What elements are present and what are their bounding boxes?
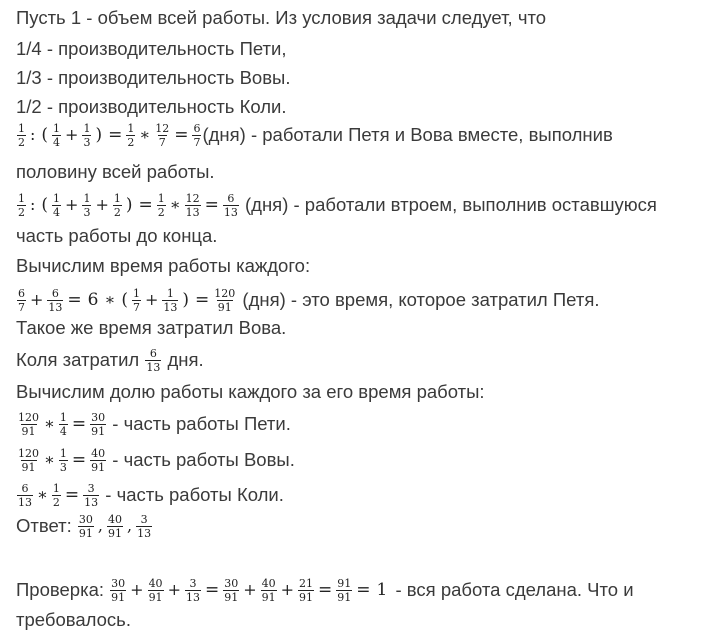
- fraction: [154, 123, 170, 148]
- fraction-numerator: 1: [166, 286, 174, 300]
- fraction-numerator: 1: [133, 286, 140, 300]
- math-operator: =: [138, 195, 153, 216]
- fraction-denominator: 4: [53, 135, 61, 149]
- text-line: [16, 512, 153, 539]
- fraction-denominator: 13: [48, 300, 63, 314]
- math-operator: ): [182, 290, 190, 311]
- math-operator: =: [64, 485, 80, 506]
- fraction: [148, 578, 164, 603]
- fraction-numerator: 12: [155, 121, 170, 135]
- math-operator: ∗: [169, 195, 181, 215]
- fraction-numerator: 6: [193, 121, 201, 135]
- math-operator: =: [71, 414, 87, 435]
- fraction: [90, 448, 106, 473]
- fraction-denominator: 91: [224, 590, 239, 604]
- fraction-numerator: 6: [227, 191, 235, 205]
- math-operator: ∗: [37, 485, 48, 505]
- fraction-denominator: 91: [21, 424, 36, 438]
- text-run: половину всей работы.: [16, 161, 215, 183]
- fraction-denominator: 91: [337, 590, 352, 604]
- fraction: [336, 578, 352, 603]
- fraction: [261, 578, 277, 603]
- fraction-numerator: 3: [87, 481, 95, 495]
- fraction-numerator: 120: [18, 410, 39, 424]
- fraction-numerator: 12: [185, 191, 200, 205]
- fraction-denominator: 91: [91, 424, 106, 438]
- fraction-denominator: 2: [157, 205, 165, 219]
- fraction: [78, 514, 94, 539]
- text-run: Пусть 1 - объем всей работы. Из условия задачи следует, что: [16, 7, 547, 29]
- fraction-denominator: 91: [299, 590, 314, 604]
- fraction-numerator: 1: [53, 121, 61, 135]
- fraction-numerator: 91: [337, 576, 352, 590]
- math-operator: +: [243, 580, 257, 600]
- math-operator: 6: [87, 290, 99, 311]
- math-operator: =: [67, 290, 82, 311]
- text-line: [16, 35, 287, 62]
- text-run: Проверка:: [16, 579, 110, 601]
- text-run: (дня) - это время, которое затратил Петя.: [237, 289, 600, 311]
- fraction: [185, 578, 201, 603]
- fraction-denominator: 13: [163, 300, 178, 314]
- fraction-numerator: 3: [140, 512, 148, 526]
- fraction-numerator: 6: [21, 481, 29, 495]
- fraction-denominator: 91: [111, 590, 126, 604]
- fraction: [17, 412, 40, 437]
- math-operator: ∗: [44, 414, 55, 434]
- fraction-denominator: 2: [18, 135, 25, 149]
- fraction-denominator: 91: [21, 460, 36, 474]
- text-run: дня.: [162, 349, 204, 371]
- fraction: [82, 193, 91, 218]
- fraction-denominator: 91: [78, 526, 93, 540]
- fraction-numerator: 1: [83, 121, 91, 135]
- fraction-numerator: 1: [59, 446, 67, 460]
- fraction: [298, 578, 314, 603]
- fraction-denominator: 4: [53, 205, 61, 219]
- fraction-denominator: 2: [113, 205, 121, 219]
- fraction: [59, 448, 68, 473]
- fraction-denominator: 13: [223, 205, 238, 219]
- fraction-denominator: 13: [185, 205, 200, 219]
- math-operator: ): [95, 125, 103, 146]
- fraction-denominator: 7: [133, 300, 140, 314]
- text-line: [16, 191, 657, 218]
- text-run: требовалось.: [16, 609, 131, 631]
- text-line: [16, 158, 215, 185]
- fraction: [110, 578, 126, 603]
- text-line: [16, 576, 634, 603]
- math-operator: =: [71, 450, 87, 471]
- fraction-numerator: 40: [108, 512, 123, 526]
- text-run: (дня) - работали втроем, выполнив оставшуюся: [239, 194, 657, 216]
- math-operator: =: [356, 580, 371, 601]
- text-line: [16, 222, 217, 249]
- fraction-denominator: 13: [84, 495, 99, 509]
- math-operator: ∗: [139, 125, 151, 145]
- fraction: [82, 123, 91, 148]
- fraction: [126, 123, 135, 148]
- fraction: [113, 193, 122, 218]
- fraction: [90, 412, 106, 437]
- fraction: [107, 514, 123, 539]
- text-run: - часть работы Пети.: [107, 413, 291, 435]
- fraction-numerator: 40: [91, 446, 106, 460]
- fraction-denominator: 3: [59, 460, 67, 474]
- text-run: 1/4 - производительность Пети,: [16, 38, 287, 60]
- fraction: [17, 288, 26, 313]
- fraction-numerator: 30: [91, 410, 106, 424]
- math-operator: ): [125, 195, 133, 216]
- fraction: [162, 288, 178, 313]
- fraction-denominator: 2: [127, 135, 135, 149]
- text-run: Такое же время затратил Вова.: [16, 317, 287, 339]
- text-line: [16, 121, 613, 148]
- text-run: Вычислим время работы каждого:: [16, 255, 311, 277]
- math-operator: =: [174, 125, 189, 146]
- fraction-numerator: 30: [78, 512, 93, 526]
- fraction: [52, 193, 61, 218]
- fraction: [52, 123, 61, 148]
- math-operator: ∗: [104, 290, 116, 310]
- math-operator: +: [65, 195, 79, 215]
- fraction-denominator: 13: [185, 590, 200, 604]
- math-operator: =: [195, 290, 210, 311]
- fraction-numerator: 1: [18, 121, 25, 135]
- fraction-numerator: 30: [224, 576, 239, 590]
- text-line: [16, 252, 310, 279]
- fraction-denominator: 13: [146, 360, 161, 374]
- text-line: [16, 606, 131, 633]
- fraction-numerator: 120: [18, 446, 39, 460]
- text-run: Вычислим долю работы каждого за его время работы:: [16, 381, 485, 403]
- text-line: [16, 378, 485, 405]
- fraction: [136, 514, 152, 539]
- fraction-denominator: 13: [18, 495, 32, 509]
- fraction-numerator: 6: [149, 346, 157, 360]
- text-run: Коля затратил: [16, 349, 145, 371]
- fraction-numerator: 1: [127, 121, 135, 135]
- fraction: [17, 448, 40, 473]
- fraction: [17, 193, 26, 218]
- text-line: [16, 410, 291, 437]
- fraction: [52, 483, 61, 508]
- text-run: часть работы до конца.: [16, 225, 218, 247]
- math-operator: +: [145, 290, 159, 310]
- math-operator: (: [41, 195, 49, 216]
- fraction-denominator: 13: [137, 526, 152, 540]
- fraction: [192, 123, 201, 148]
- math-operator: (: [121, 290, 128, 311]
- fraction-numerator: 1: [83, 191, 91, 205]
- text-run: Ответ:: [16, 515, 77, 537]
- fraction: [185, 193, 201, 218]
- math-operator: +: [167, 580, 181, 600]
- math-operator: ∗: [44, 450, 55, 470]
- fraction-denominator: 91: [148, 590, 163, 604]
- fraction-numerator: 1: [53, 191, 61, 205]
- text-line: [16, 93, 287, 120]
- fraction-numerator: 120: [214, 286, 236, 300]
- text-line: [16, 346, 204, 373]
- fraction-numerator: 1: [59, 410, 67, 424]
- fraction-numerator: 40: [148, 576, 163, 590]
- math-operator: +: [130, 580, 144, 600]
- text-line: [16, 481, 284, 508]
- fraction-denominator: 91: [91, 460, 106, 474]
- fraction-denominator: 7: [193, 135, 201, 149]
- fraction-numerator: 21: [299, 576, 314, 590]
- math-operator: 1: [376, 580, 388, 601]
- math-operator: +: [95, 195, 109, 215]
- text-line: [16, 446, 295, 473]
- fraction-denominator: 2: [18, 205, 25, 219]
- text-line: [16, 64, 290, 91]
- fraction: [213, 288, 236, 313]
- math-operator: :: [30, 125, 36, 145]
- math-operator: =: [108, 125, 123, 146]
- math-operator: +: [280, 580, 295, 600]
- fraction: [223, 193, 239, 218]
- fraction-denominator: 4: [59, 424, 67, 438]
- fraction-numerator: 1: [113, 191, 121, 205]
- fraction-denominator: 91: [108, 526, 123, 540]
- fraction-numerator: 1: [18, 191, 25, 205]
- text-line: [16, 4, 546, 31]
- fraction-numerator: 1: [52, 481, 60, 495]
- text-run: (дня) - работали Петя и Вова вместе, выполнив: [202, 124, 613, 146]
- math-operator: =: [204, 195, 219, 216]
- fraction: [17, 483, 33, 508]
- fraction-numerator: 30: [111, 576, 126, 590]
- math-operator: :: [30, 195, 36, 215]
- fraction-denominator: 3: [83, 135, 91, 149]
- fraction-numerator: 40: [261, 576, 276, 590]
- fraction-denominator: 7: [158, 135, 166, 149]
- fraction-denominator: 91: [261, 590, 276, 604]
- fraction: [145, 348, 161, 373]
- fraction: [157, 193, 166, 218]
- math-operator: =: [204, 580, 220, 601]
- fraction-denominator: 7: [18, 300, 25, 314]
- math-operator: ,: [97, 516, 104, 536]
- fraction: [132, 288, 141, 313]
- fraction-numerator: 6: [18, 286, 25, 300]
- text-run: 1/2 - производительность Коли.: [16, 96, 287, 118]
- text-run: - часть работы Коли.: [100, 484, 284, 506]
- fraction: [47, 288, 63, 313]
- fraction-numerator: 6: [51, 286, 59, 300]
- fraction-numerator: 3: [189, 576, 197, 590]
- math-operator: +: [65, 125, 79, 145]
- fraction-numerator: 1: [157, 191, 165, 205]
- math-operator: (: [41, 125, 49, 146]
- math-operator: ,: [127, 516, 133, 536]
- math-operator: +: [30, 290, 44, 310]
- text-run: 1/3 - производительность Вовы.: [16, 67, 291, 89]
- fraction: [17, 123, 26, 148]
- fraction-denominator: 91: [217, 300, 232, 314]
- fraction: [59, 412, 68, 437]
- fraction: [83, 483, 99, 508]
- fraction: [223, 578, 239, 603]
- fraction-denominator: 2: [52, 495, 60, 509]
- fraction-denominator: 3: [83, 205, 91, 219]
- math-operator: =: [318, 580, 333, 601]
- text-run: - вся работа сделана. Что и: [390, 579, 634, 601]
- text-line: [16, 314, 286, 341]
- text-run: - часть работы Вовы.: [107, 449, 295, 471]
- text-line: [16, 286, 599, 313]
